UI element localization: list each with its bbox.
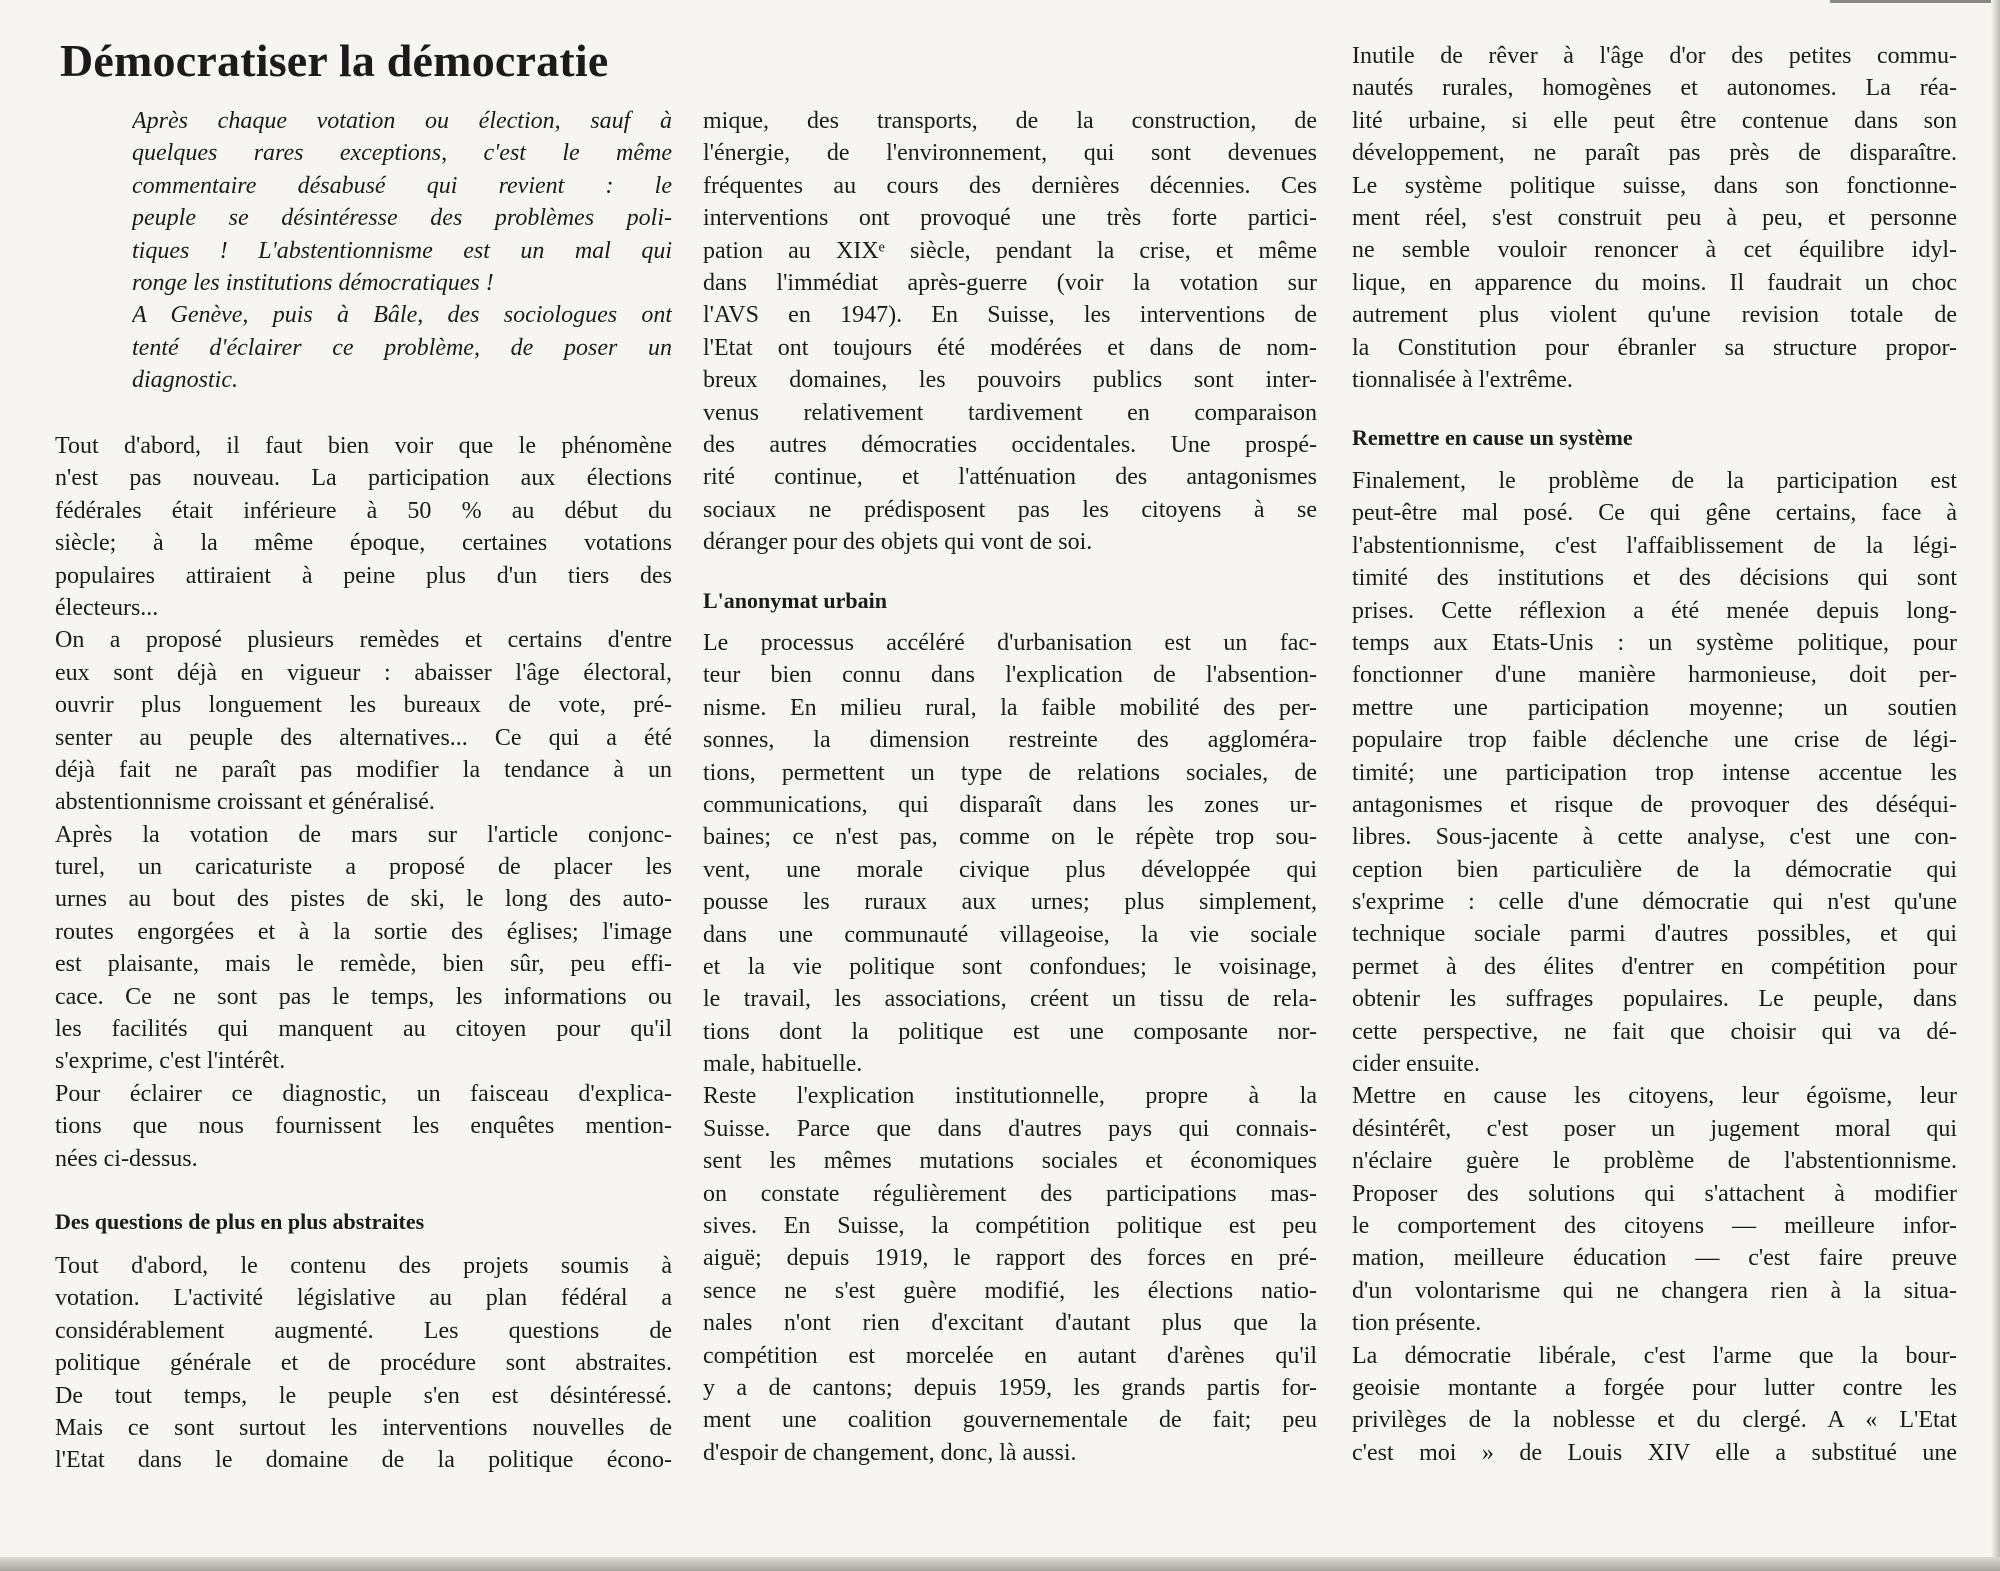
text-line: Le système politique suisse, dans son fonctionne-	[1352, 172, 1957, 199]
text-line: l'Etat dans le domaine de la politique écono-	[55, 1447, 672, 1474]
text-line: La démocratie libérale, c'est l'arme que la bour-	[1352, 1342, 1957, 1369]
text-line: des autres démocraties occidentales. Une prospé-	[703, 431, 1317, 458]
body-text	[55, 430, 672, 1175]
text-line: Mais ce sont surtout les interventions nouvelles de	[55, 1414, 672, 1441]
text-line: aiguë; depuis 1919, le rapport des forces en pré-	[703, 1245, 1317, 1272]
text-line: permet à des élites d'entrer en compétition pour	[1352, 953, 1957, 980]
text-line: timité; une participation trop intense accentue les	[1352, 759, 1957, 786]
text-line: fonctionner d'une manière harmonieuse, doit per-	[1352, 662, 1957, 689]
text-line: s'exprime, c'est l'intérêt.	[55, 1048, 286, 1075]
lead-line: tiques ! L'abstentionnisme est un mal qui	[132, 237, 672, 264]
body-text	[703, 105, 1317, 558]
text-line: dans l'immédiat après-guerre (voir la votation sur	[703, 269, 1317, 296]
text-line: geoisie montante a forgée pour lutter contre les	[1352, 1374, 1957, 1401]
text-line: tion présente.	[1352, 1310, 1482, 1337]
lead-line: commentaire désabusé qui revient : le	[132, 172, 672, 199]
text-line: peut-être mal posé. Ce qui gêne certains, face à	[1352, 500, 1957, 527]
text-line: électeurs...	[55, 594, 159, 621]
text-line: le comportement des citoyens — meilleure infor-	[1352, 1212, 1957, 1239]
text-line: nées ci-dessus.	[55, 1145, 198, 1172]
heading-text: L'anonymat urbain	[703, 588, 887, 613]
scan-right-edge	[1991, 0, 2000, 1571]
text-line: mation, meilleure éducation — c'est faire preuve	[1352, 1245, 1957, 1272]
text-line: n'éclaire guère le problème de l'abstentionnisme.	[1352, 1148, 1957, 1175]
text-line: urnes au bout des pistes de ski, le long des auto-	[55, 886, 672, 913]
body-text	[703, 627, 1317, 1469]
body-text	[55, 1250, 672, 1477]
text-line: nisme. En milieu rural, la faible mobilité des per-	[703, 694, 1317, 721]
text-line: sociaux ne prédisposent pas les citoyens à se	[703, 496, 1317, 523]
text-line: cette perspective, ne fait que choisir qui va dé-	[1352, 1018, 1957, 1045]
text-line: le travail, les associations, créent un tissu de rela-	[703, 986, 1317, 1013]
text-line: d'espoir de changement, donc, là aussi.	[703, 1439, 1077, 1466]
text-line: technique sociale parmi d'autres possibles, et qui	[1352, 921, 1957, 948]
text-line: tions, permettent un type de relations sociales, de	[703, 759, 1317, 786]
text-line: lique, en apparence du moins. Il faudrait un choc	[1352, 269, 1957, 296]
text-line: turel, un caricaturiste a proposé de placer les	[55, 854, 672, 881]
text-line: d'un volontarisme qui ne changera rien à la situa-	[1352, 1277, 1957, 1304]
text-line: ment une coalition gouvernementale de fait; peu	[703, 1407, 1317, 1434]
text-line: la Constitution pour ébranler sa structure propor-	[1352, 334, 1957, 361]
text-line: s'exprime : celle d'une démocratie qui n'est qu'une	[1352, 889, 1957, 916]
text-line: ouvrir plus longuement les bureaux de vote, pré-	[55, 692, 672, 719]
heading-text: Remettre en cause un système	[1352, 425, 1633, 450]
text-line: ne semble vouloir renoncer à cet équilibre idyl-	[1352, 237, 1957, 264]
text-line: y a de cantons; depuis 1959, les grands partis for-	[703, 1374, 1317, 1401]
text-line: on constate régulièrement des participations mas-	[703, 1180, 1317, 1207]
article-title: Démocratiser la démocratie	[60, 35, 609, 86]
text-line: Inutile de rêver à l'âge d'or des petites commu-	[1352, 43, 1957, 69]
text-line: libres. Sous-jacente à cette analyse, c'est une con-	[1352, 824, 1957, 851]
text-line: considérablement augmenté. Les questions de	[55, 1317, 672, 1344]
text-line: obtenir les suffrages populaires. Le peuple, dans	[1352, 986, 1957, 1013]
text-line: fédérales était inférieure à 50 % au début du	[55, 497, 672, 524]
text-line: et la vie politique sont confondues; le voisinage,	[703, 953, 1317, 980]
text-line: sives. En Suisse, la compétition politique est peu	[703, 1213, 1317, 1240]
section-heading	[703, 585, 1317, 617]
text-line: politique générale et de procédure sont abstraites.	[55, 1350, 672, 1377]
text-line: dans une communauté villageoise, la vie sociale	[703, 921, 1317, 948]
text-line: l'Etat ont toujours été modérées et dans de nom-	[703, 334, 1317, 361]
text-line: breux domaines, les pouvoirs publics sont inter-	[703, 367, 1317, 394]
text-line: mique, des transports, de la construction, de	[703, 108, 1317, 134]
text-line: c'est moi » de Louis XIV elle a substitué une	[1352, 1439, 1957, 1466]
text-line: populaire trop faible déclenche une crise de légi-	[1352, 727, 1957, 754]
text-line: pousse les ruraux aux urnes; plus simplement,	[703, 889, 1317, 916]
text-line: les facilités qui manquent au citoyen pour qu'il	[55, 1016, 672, 1043]
scan-bottom-edge	[0, 1557, 2000, 1571]
text-line: Mettre en cause les citoyens, leur égoïsme, leur	[1352, 1083, 1957, 1110]
text-line: populaires attiraient à peine plus d'un tiers des	[55, 562, 672, 589]
text-line: ment réel, s'est construit peu à peu, et personne	[1352, 204, 1957, 231]
text-line: déranger pour des objets qui vont de soi.	[703, 529, 1093, 556]
text-line: Suisse. Parce que dans d'autres pays qui connais-	[703, 1115, 1317, 1142]
text-line: ception bien particulière de la démocratie qui	[1352, 856, 1957, 883]
lead-line: quelques rares exceptions, c'est le même	[132, 140, 672, 167]
text-line: tions que nous fournissent les enquêtes mention-	[55, 1113, 672, 1140]
text-line: développement, ne paraît pas près de disparaître.	[1352, 140, 1957, 167]
text-line: Proposer des solutions qui s'attachent à modifier	[1352, 1180, 1957, 1207]
text-line: nales n'ont rien d'excitant d'autant plus que la	[703, 1310, 1317, 1337]
text-line: On a proposé plusieurs remèdes et certains d'entre	[55, 627, 672, 654]
text-line: venus relativement tardivement en comparaison	[703, 399, 1317, 426]
text-line: l'énergie, de l'environnement, qui sont devenues	[703, 140, 1317, 167]
lead-paragraph	[132, 105, 672, 397]
text-line: cider ensuite.	[1352, 1051, 1480, 1078]
text-line: mettre une participation moyenne; un soutien	[1352, 694, 1957, 721]
text-line: Le processus accéléré d'urbanisation est un fac-	[703, 630, 1317, 656]
text-line: communications, qui disparaît dans les zones ur-	[703, 791, 1317, 818]
text-line: male, habituelle.	[703, 1051, 863, 1078]
text-line: lité urbaine, si elle peut être contenue dans son	[1352, 107, 1957, 134]
lead-line: tenté d'éclairer ce problème, de poser un	[132, 334, 672, 361]
text-line: autrement plus violent qu'une revision totale de	[1352, 302, 1957, 329]
text-line: baines; ce n'est pas, comme on le répète trop sou-	[703, 824, 1317, 851]
text-line: Après la votation de mars sur l'article conjonc-	[55, 821, 672, 848]
text-line: désintérêt, c'est poser un jugement moral qui	[1352, 1115, 1957, 1142]
lead-line: diagnostic.	[132, 367, 238, 394]
text-line: déjà fait ne paraît pas modifier la tendance à un	[55, 756, 672, 783]
text-line: fréquentes au cours des dernières décennies. Ces	[703, 172, 1317, 199]
text-line: nautés rurales, homogènes et autonomes. La réa-	[1352, 75, 1957, 102]
text-line: eux sont déjà en vigueur : abaisser l'âge électoral,	[55, 659, 672, 686]
section-heading	[55, 1206, 672, 1238]
lead-line: peuple se désintéresse des problèmes poli-	[132, 205, 672, 232]
text-line: De tout temps, le peuple s'en est désintéressé.	[55, 1382, 672, 1409]
text-line: temps aux Etats-Unis : un système politique, pour	[1352, 629, 1957, 656]
text-line: senter au peuple des alternatives... Ce qui a été	[55, 724, 672, 751]
text-line: privilèges de la noblesse et du clergé. A « L'Etat	[1352, 1407, 1957, 1434]
text-line: abstentionnisme croissant et généralisé.	[55, 789, 435, 816]
text-line: est plaisante, mais le remède, bien sûr, peu effi-	[55, 951, 672, 978]
text-line: prises. Cette réflexion a été menée depuis long-	[1352, 597, 1957, 624]
text-line: Tout d'abord, le contenu des projets soumis à	[55, 1253, 672, 1279]
text-line: interventions ont provoqué une très forte partici-	[703, 205, 1317, 232]
text-line: n'est pas nouveau. La participation aux élections	[55, 465, 672, 492]
text-line: teur bien connu dans l'explication de l'absention-	[703, 662, 1317, 689]
text-line: rité continue, et l'atténuation des antagonismes	[703, 464, 1317, 491]
text-line: vent, une morale civique plus développée qui	[703, 856, 1317, 883]
text-line: sonnes, la dimension restreinte des aggloméra-	[703, 727, 1317, 754]
text-line: votation. L'activité législative au plan fédéral a	[55, 1285, 672, 1312]
text-line: compétition est morcelée en autant d'arènes qu'il	[703, 1342, 1317, 1369]
text-line: tionnalisée à l'extrême.	[1352, 366, 1573, 393]
lead-line: ronge les institutions démocratiques !	[132, 269, 494, 296]
scan-top-edge	[1830, 0, 2000, 3]
text-line: Reste l'explication institutionnelle, propre à la	[703, 1083, 1317, 1110]
text-line: sent les mêmes mutations sociales et économiques	[703, 1148, 1317, 1175]
body-text	[1352, 40, 1957, 396]
lead-line: Après chaque votation ou élection, sauf à	[132, 108, 672, 134]
text-line: routes engorgées et à la sortie des églises; l'image	[55, 918, 672, 945]
text-line: sence ne s'est guère modifié, les élections natio-	[703, 1277, 1317, 1304]
text-line: timité des institutions et des décisions qui sont	[1352, 565, 1957, 592]
text-line: tions dont la politique est une composante nor-	[703, 1018, 1317, 1045]
body-text	[1352, 465, 1957, 1469]
text-line: Finalement, le problème de la participation est	[1352, 468, 1957, 494]
text-line: l'abstentionnisme, c'est l'affaiblissement de la légi-	[1352, 532, 1957, 559]
text-line: Pour éclairer ce diagnostic, un faisceau d'explica-	[55, 1080, 672, 1107]
text-line: Tout d'abord, il faut bien voir que le phénomène	[55, 433, 672, 459]
section-heading	[1352, 422, 1957, 454]
text-line: antagonismes et risque de provoquer des déséqui-	[1352, 791, 1957, 818]
text-line: pation au XIXᵉ siècle, pendant la crise, et même	[703, 237, 1317, 264]
text-line: cace. Ce ne sont pas le temps, les informations ou	[55, 983, 672, 1010]
text-line: siècle; à la même époque, certaines votations	[55, 530, 672, 557]
lead-line: A Genève, puis à Bâle, des sociologues ont	[132, 302, 672, 329]
text-line: l'AVS en 1947). En Suisse, les interventions de	[703, 302, 1317, 329]
heading-text: Des questions de plus en plus abstraites	[55, 1209, 425, 1234]
